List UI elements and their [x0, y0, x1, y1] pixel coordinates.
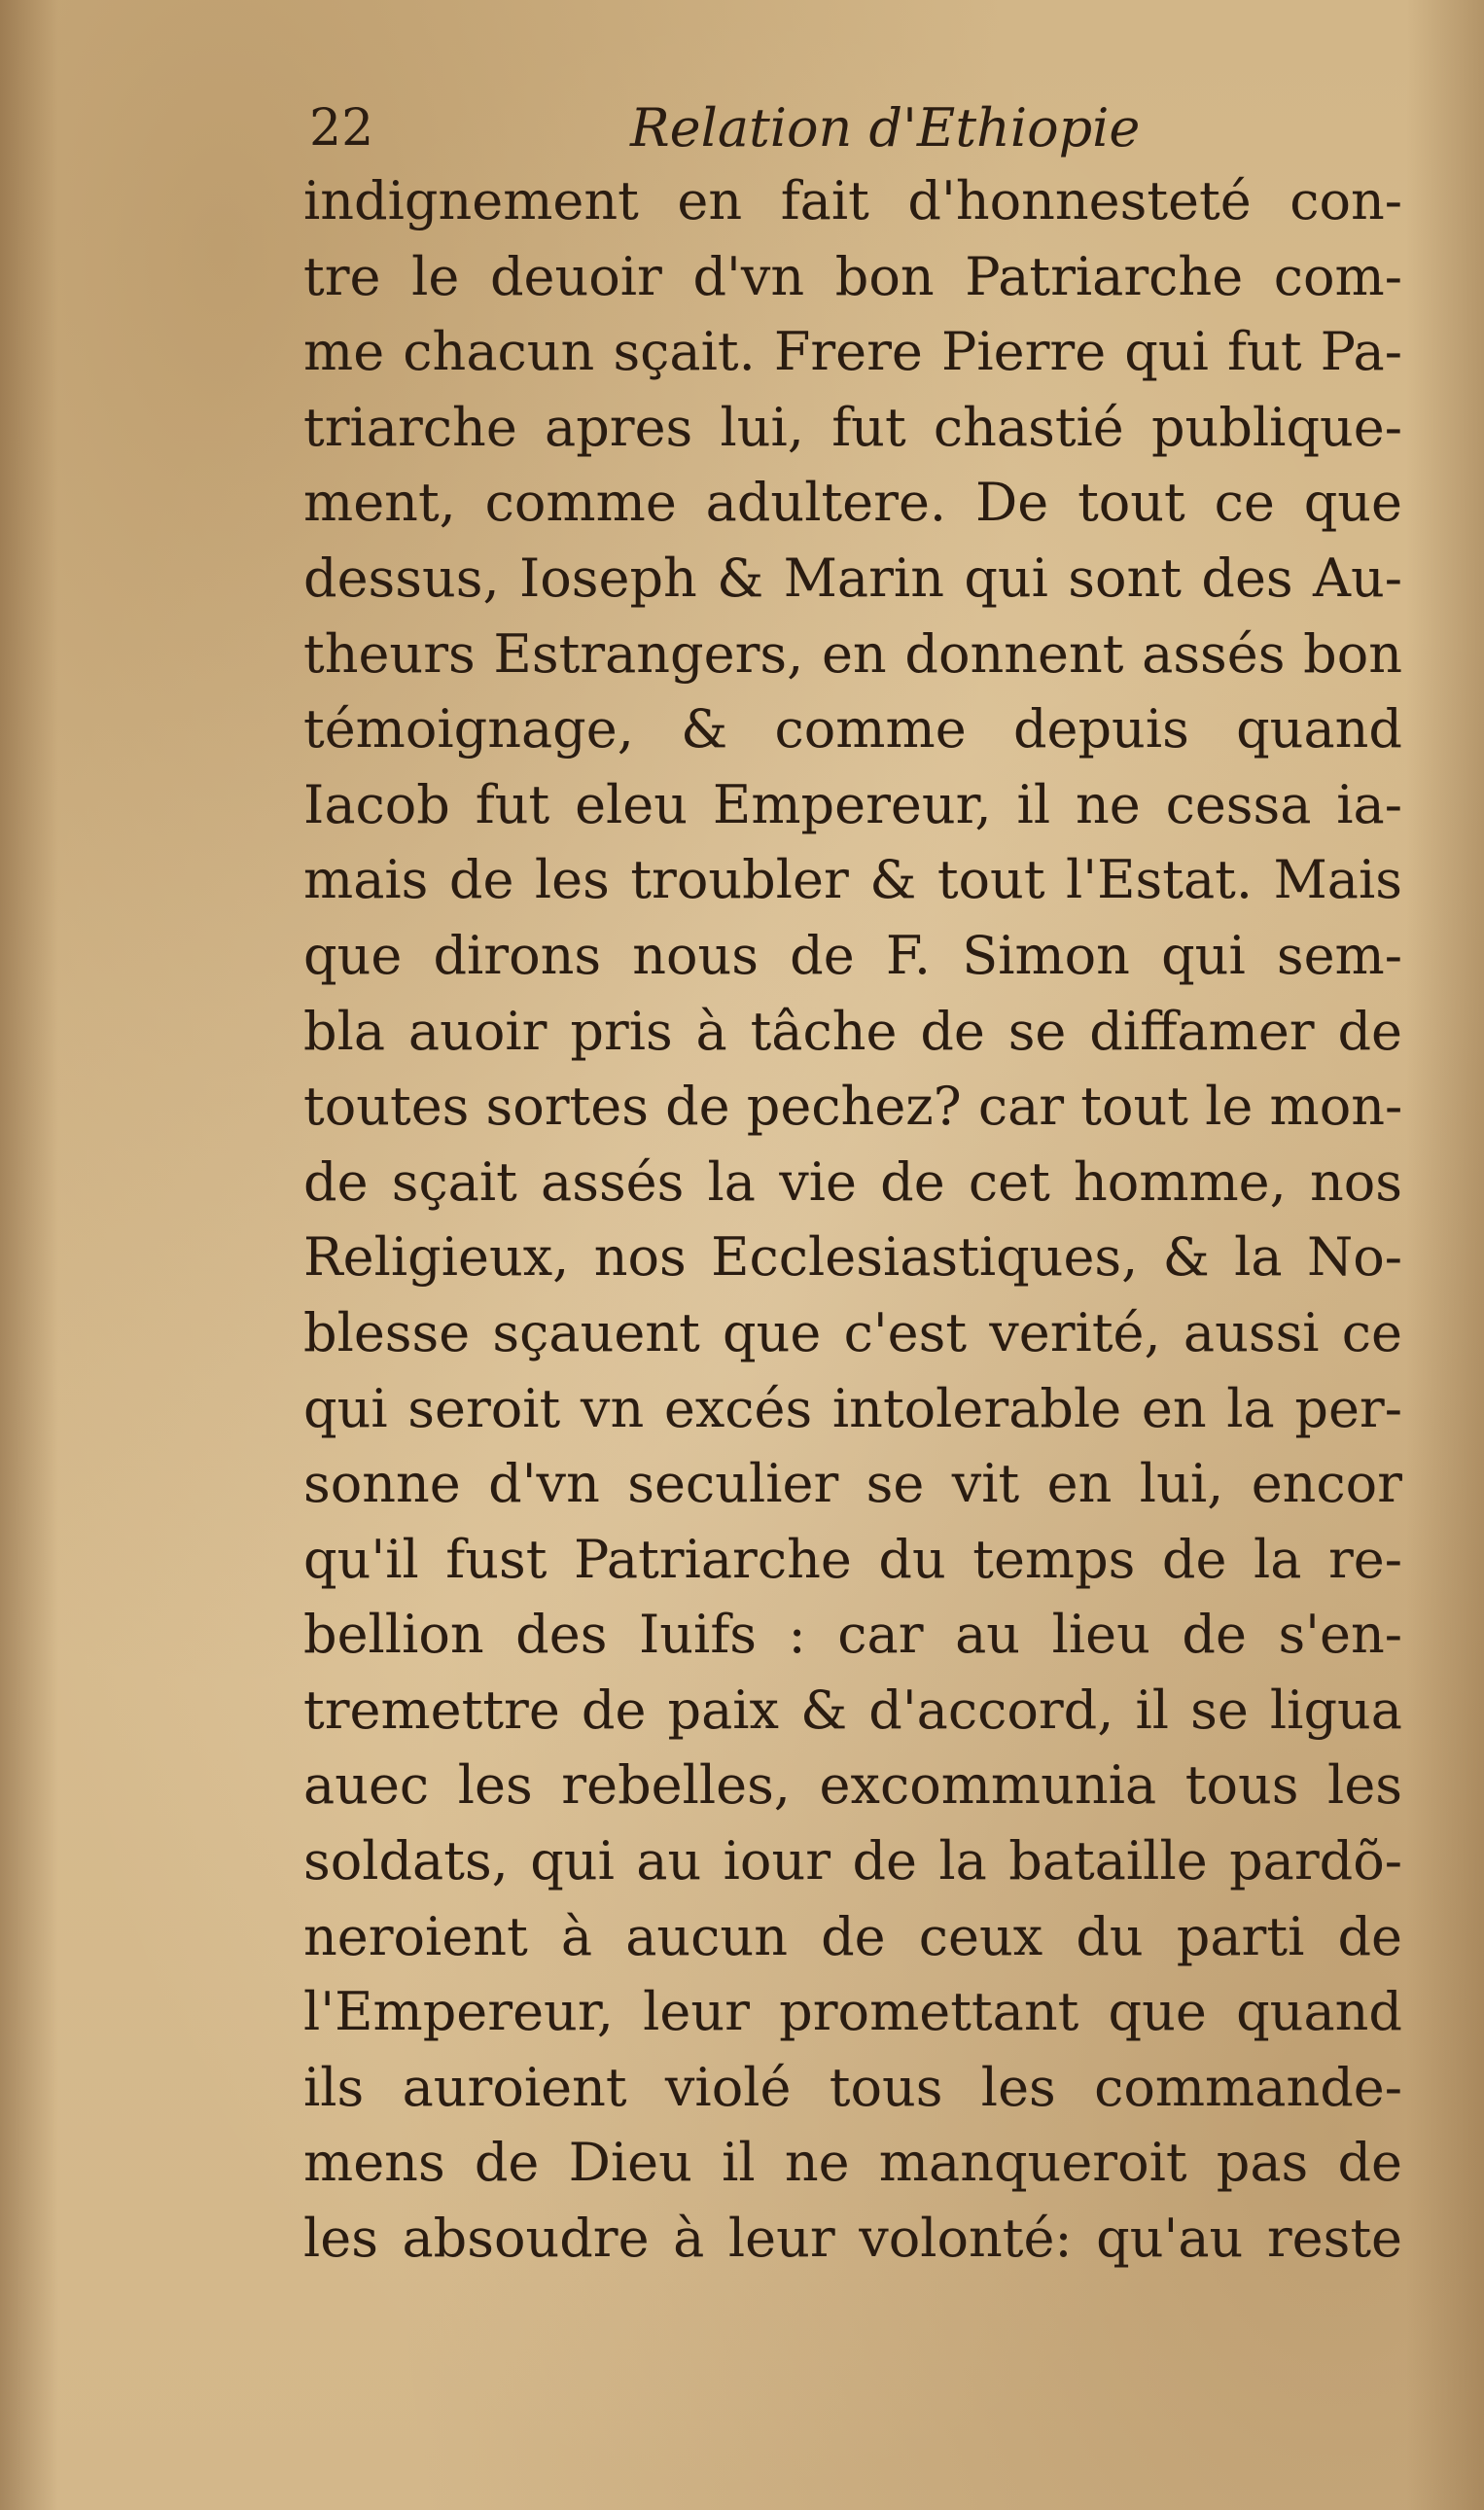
body-text — [303, 163, 1402, 2277]
text-line: theurs Estrangers, en donnent assés bon — [303, 622, 1402, 685]
text-line: qui seroit vn excés intolerable en la per- — [303, 1377, 1402, 1439]
text-line: de sçait assés la vie de cet homme, nos — [303, 1150, 1402, 1213]
text-line: mais de les troubler & tout l'Estat. Mais — [303, 849, 1402, 911]
text-line: Religieux, nos Ecclesiastiques, & la No- — [303, 1226, 1402, 1289]
text-line: tremettre de paix & d'accord, il se ligua — [303, 1679, 1402, 1741]
text-line: ment, comme adultere. De tout ce que — [303, 472, 1402, 534]
text-line: bellion des Iuifs : car au lieu de s'en- — [303, 1604, 1402, 1666]
text-line: que dirons nous de F. Simon qui sem- — [303, 924, 1402, 986]
text-line: les absoudre à leur volonté: qu'au reste — [303, 2208, 1402, 2270]
text-line: sonne d'vn seculier se vit en lui, encor — [303, 1453, 1402, 1515]
text-line: neroient à aucun de ceux du parti de — [303, 1905, 1402, 1967]
text-line: indignement en fait d'honnesteté con- — [303, 170, 1402, 231]
page-gutter-shadow — [0, 0, 58, 2510]
page-number: 22 — [309, 99, 374, 158]
page-header — [309, 89, 1165, 167]
text-line: mens de Dieu il ne manqueroit pas de — [303, 2132, 1402, 2194]
text-line: soldats, qui au iour de la bataille pardõ- — [303, 1830, 1402, 1892]
running-head: Relation d'Ethiopie — [630, 97, 1141, 159]
text-line: dessus, Ioseph & Marin qui sont des Au- — [303, 547, 1402, 609]
text-line: l'Empereur, leur promettant que quand — [303, 1981, 1402, 2043]
text-line: auec les rebelles, excommunia tous les — [303, 1754, 1402, 1817]
text-line: témoignage, & comme depuis quand — [303, 698, 1402, 760]
text-line: toutes sortes de pechez? car tout le mon- — [303, 1076, 1403, 1138]
text-line: blesse sçauent que c'est verité, aussi ce — [303, 1301, 1402, 1363]
text-line: qu'il fust Patriarche du temps de la re- — [303, 1528, 1402, 1590]
page-edge-shadow — [1406, 0, 1484, 2510]
text-line: me chacun sçait. Frere Pierre qui fut Pa- — [303, 321, 1402, 383]
text-line: bla auoir pris à tâche de se diffamer de — [303, 1000, 1402, 1062]
text-line: triarche apres lui, fut chastié publique- — [303, 396, 1402, 458]
text-line: Iacob fut eleu Empereur, il ne cessa ia- — [303, 773, 1402, 835]
text-line: tre le deuoir d'vn bon Patriarche com- — [303, 245, 1402, 307]
text-line: ils auroient violé tous les commande- — [303, 2056, 1402, 2118]
